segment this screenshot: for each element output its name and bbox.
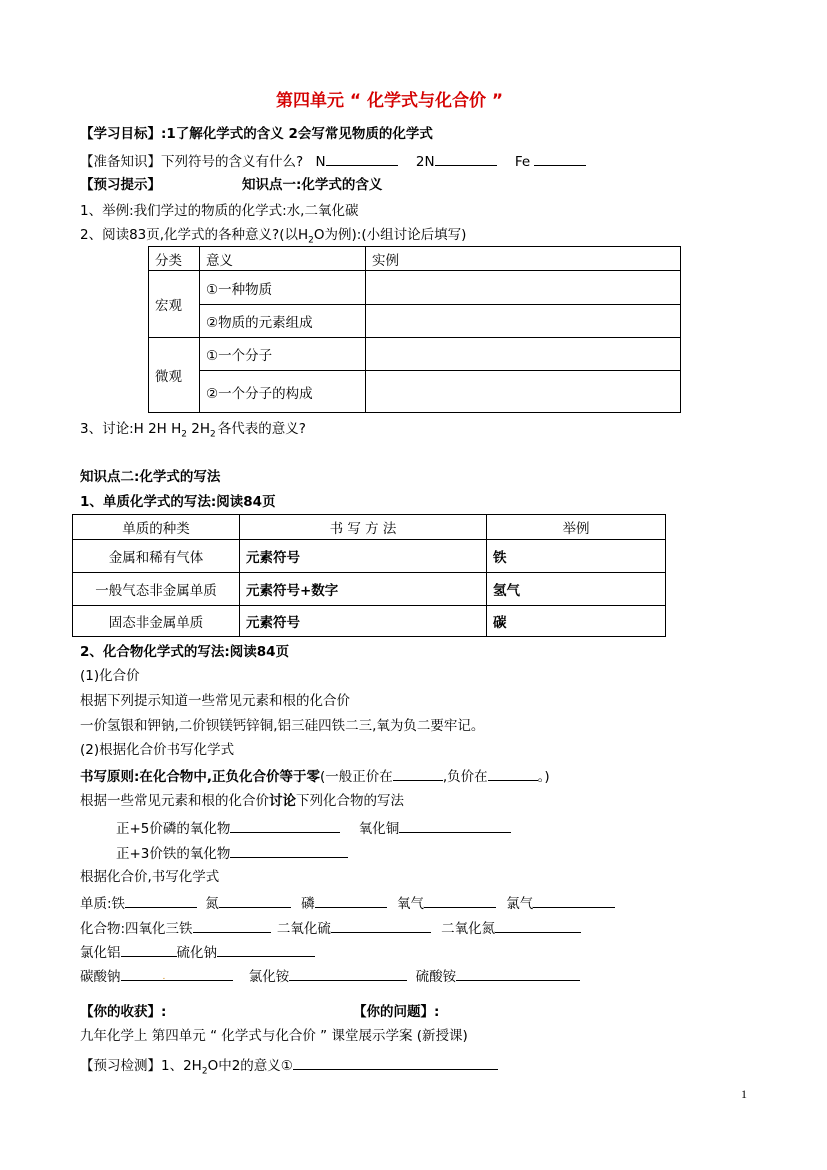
p5-label: 正+5价磷的氧化物 xyxy=(116,821,231,837)
comp-no2: 二氧化氮 xyxy=(441,921,496,937)
alcl-label: 氯化铝 xyxy=(80,945,121,961)
prep-text: 下列符号的含义有什么? xyxy=(161,154,304,170)
table1-header-category: 分类 xyxy=(149,247,200,271)
rule-b: ,负价在 xyxy=(442,769,488,785)
table1-header-example: 实例 xyxy=(366,247,681,271)
table2-type: 金属和稀有气体 xyxy=(73,540,240,573)
blank-na2co3[interactable]: . xyxy=(121,966,233,981)
table2-type: 一般气态非金属单质 xyxy=(73,573,240,606)
item-1: 1、举例:我们学过的物质的化学式:水,二氧化碳 xyxy=(80,203,359,219)
table1-cell-blank[interactable] xyxy=(366,305,681,338)
item-3-sub: 2 xyxy=(181,429,187,440)
table1-header-meaning: 意义 xyxy=(200,247,366,271)
chlorides-line xyxy=(80,942,315,962)
rule-bold: 书写原则:在化合物中,正负化合价等于零 xyxy=(80,769,321,785)
learning-goal xyxy=(80,125,433,143)
comp-fe3o4: 化合物:四氧化三铁 xyxy=(80,921,193,937)
item-3-sub: 2 xyxy=(210,429,216,440)
table2-example: 铁 xyxy=(487,540,666,573)
fe3-label: 正+3价铁的氧化物 xyxy=(116,846,231,862)
table2-method: 元素符号 xyxy=(240,540,487,573)
valence-heading: (1)化合价 xyxy=(80,668,140,684)
table1-row: ①一个分子 xyxy=(200,338,366,371)
table2-example: 氢气 xyxy=(487,573,666,606)
item-2-post: O为例):(小组讨论后填写) xyxy=(313,227,467,243)
elem-cl: 氯气 xyxy=(506,896,534,912)
harvest-label: 【你的收获】: xyxy=(80,1004,167,1020)
blank-cuo[interactable] xyxy=(399,818,511,833)
nh4cl-label: 氯化铵 xyxy=(248,969,290,985)
page-number: 1 xyxy=(741,1087,747,1101)
writing-rule xyxy=(80,766,550,786)
item-3-prefix: 3、讨论:H 2H H xyxy=(80,421,182,437)
blank-fe[interactable] xyxy=(534,151,586,166)
check-label: 【预习检测】 xyxy=(80,1058,161,1074)
comp-so2: 二氧化硫 xyxy=(276,921,331,937)
rule-c: 。) xyxy=(537,769,550,785)
check-b: O中2的意义① xyxy=(207,1058,293,1074)
symbol-fe: Fe xyxy=(514,154,531,170)
preview-label: 【预习提示】 xyxy=(80,177,161,193)
salts-line xyxy=(80,966,580,986)
table1-cell-blank[interactable] xyxy=(366,338,681,371)
cuo-label: 氧化铜 xyxy=(358,821,400,837)
na2co3-label: 碳酸钠 xyxy=(80,969,121,985)
blank-2n[interactable] xyxy=(435,151,497,166)
check-a: 1、2H xyxy=(161,1058,202,1074)
table2-example: 碳 xyxy=(487,606,666,637)
blank-comp[interactable] xyxy=(193,918,271,933)
blank-alcl[interactable] xyxy=(121,942,177,957)
blank-nas[interactable] xyxy=(217,942,315,957)
goal-label: 【学习目标】: xyxy=(80,126,167,142)
blank-elem[interactable] xyxy=(533,893,615,908)
blank-elem[interactable] xyxy=(424,893,496,908)
blank-comp[interactable] xyxy=(331,918,431,933)
table2-type: 固态非金属单质 xyxy=(73,606,240,637)
elements-line xyxy=(80,893,615,913)
blank-elem[interactable] xyxy=(219,893,291,908)
table2-header-type: 单质的种类 xyxy=(73,515,240,540)
table2-header-example: 举例 xyxy=(487,515,666,540)
page-title: 第四单元 “ 化学式与化合价 ” xyxy=(276,91,504,111)
table2-header-method: 书 写 方 法 xyxy=(240,515,487,540)
meaning-table xyxy=(148,246,681,413)
table2-method: 元素符号 xyxy=(240,606,487,637)
table2-method: 元素符号+数字 xyxy=(240,573,487,606)
valence-intro: 根据下列提示知道一些常见元素和根的化合价 xyxy=(80,693,350,709)
elem-o: 氧气 xyxy=(396,896,424,912)
check-sub: 2 xyxy=(201,1066,208,1077)
table1-row: ②一个分子的构成 xyxy=(200,371,366,413)
table1-macro: 宏观 xyxy=(149,271,200,338)
nh4so4-label: 硫酸铵 xyxy=(415,969,457,985)
item-3-suffix: 各代表的意义? xyxy=(217,421,306,437)
item-3-mid: 2H xyxy=(187,421,211,437)
discuss-c: 下列化合物的写法 xyxy=(296,793,404,809)
symbol-n: N xyxy=(315,154,326,170)
preview-check xyxy=(80,1055,498,1081)
discuss-a: 根据一些常见元素和根的化合价 xyxy=(80,793,269,809)
blank-nh4so4[interactable] xyxy=(456,966,580,981)
nas-label: 硫化钠 xyxy=(176,945,217,961)
table1-micro: 微观 xyxy=(149,338,200,413)
table1-row: ②物质的元素组成 xyxy=(200,305,366,338)
table1-row: ①一种物质 xyxy=(200,271,366,305)
blank-elem[interactable] xyxy=(315,893,387,908)
write-heading: 根据化合价,书写化学式 xyxy=(80,869,220,885)
blank-n[interactable] xyxy=(326,151,398,166)
elem-fe: 单质:铁 xyxy=(80,896,126,912)
prep-label: 【准备知识】 xyxy=(80,154,161,170)
blank-nh4cl[interactable] xyxy=(289,966,407,981)
p5-oxide-line xyxy=(116,818,511,838)
blank-fe3[interactable] xyxy=(230,843,348,858)
blank-elem[interactable] xyxy=(125,893,197,908)
goal-text: 1了解化学式的含义 2会写常见物质的化学式 xyxy=(166,126,433,142)
section-1: 1、单质化学式的写法:阅读84页 xyxy=(80,494,276,510)
valence-rhyme: 一价氢银和钾钠,二价钡镁钙锌铜,铝三硅四铁二三,氧为负二要牢记。 xyxy=(80,718,485,734)
knowledge-point-1: 知识点一:化学式的含义 xyxy=(242,177,383,193)
blank-negative[interactable] xyxy=(488,766,538,781)
table1-cell-blank[interactable] xyxy=(366,371,681,413)
footer-title: 九年化学上 第四单元 “ 化学式与化合价 ” 课堂展示学案 (新授课) xyxy=(80,1028,468,1044)
element-table xyxy=(72,514,666,637)
item-3 xyxy=(80,420,306,444)
blank-positive[interactable] xyxy=(393,766,443,781)
discuss-line xyxy=(80,792,404,810)
discuss-b: 讨论 xyxy=(269,793,296,809)
rule-a: (一般正价在 xyxy=(320,769,393,785)
prep-knowledge xyxy=(80,151,586,171)
blank-comp[interactable] xyxy=(495,918,581,933)
knowledge-point-2: 知识点二:化学式的写法 xyxy=(80,469,221,485)
compounds-line xyxy=(80,918,581,938)
blank-check[interactable] xyxy=(293,1055,498,1070)
valence-write-heading: (2)根据化合价书写化学式 xyxy=(80,742,235,758)
table1-cell-blank[interactable] xyxy=(366,271,681,305)
blank-p5[interactable] xyxy=(230,818,340,833)
symbol-2n: 2N xyxy=(415,154,435,170)
item-2-pre: 2、阅读83页,化学式的各种意义?(以H xyxy=(80,227,309,243)
question-label: 【你的问题】: xyxy=(353,1004,440,1020)
elem-p: 磷 xyxy=(301,896,315,912)
section-2: 2、化合物化学式的写法:阅读84页 xyxy=(80,644,290,660)
fe3-oxide-line xyxy=(116,843,348,863)
elem-n: 氮 xyxy=(205,896,219,912)
item-2-sub: 2 xyxy=(308,235,314,246)
